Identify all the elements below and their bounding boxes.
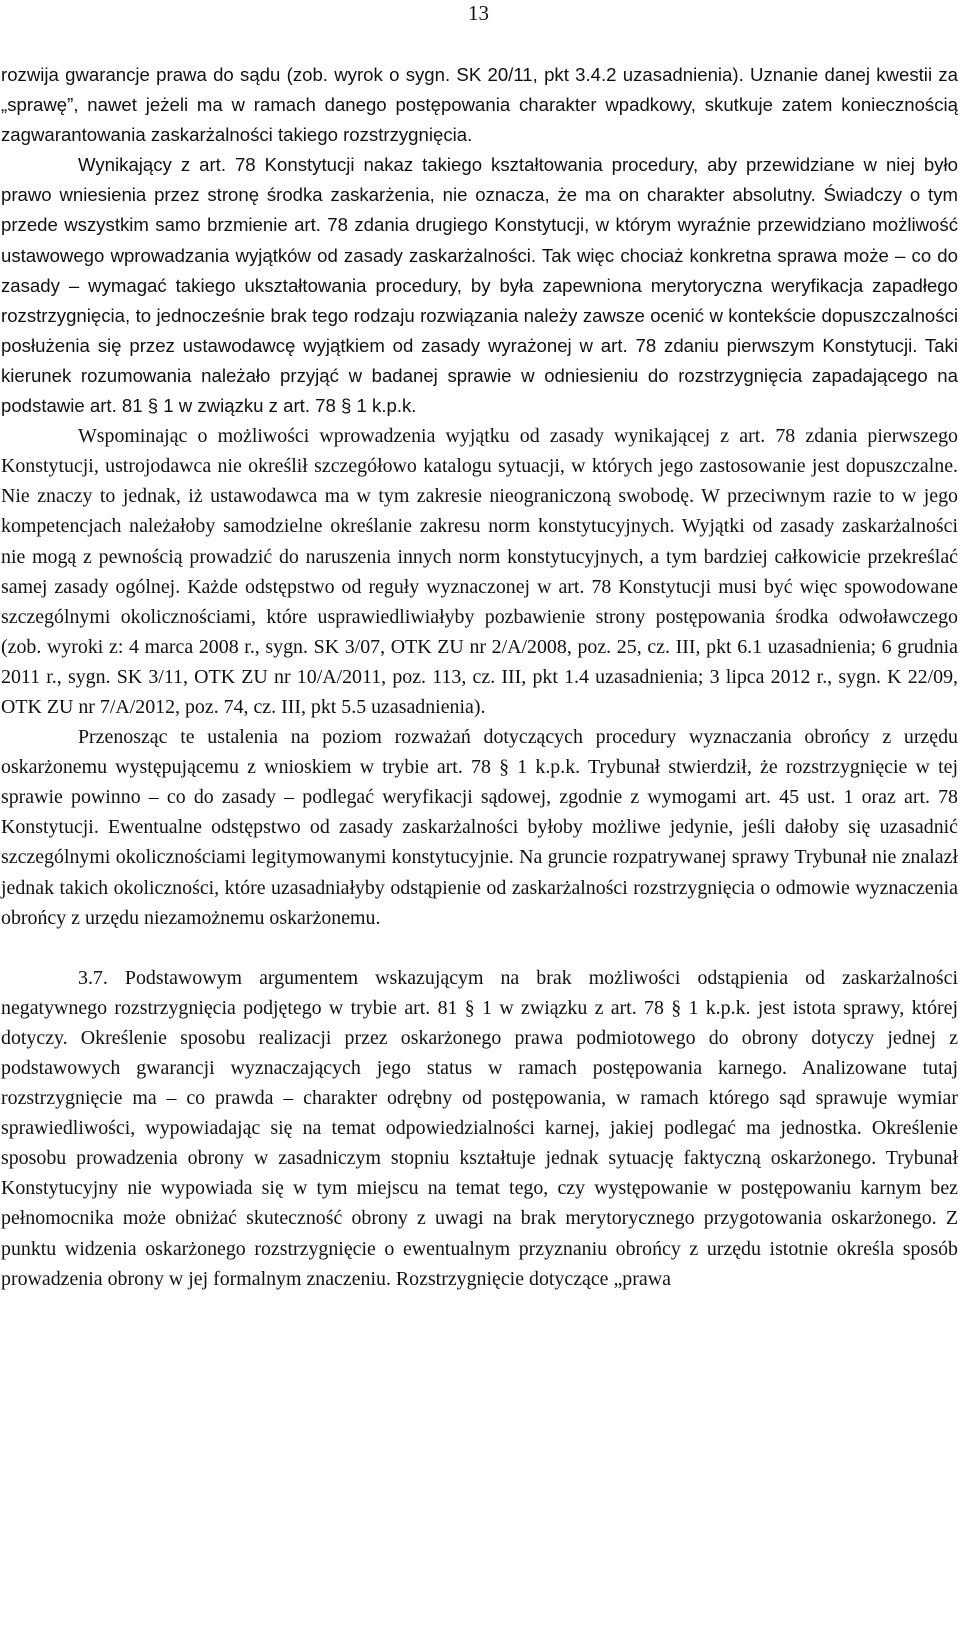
paragraph-art78-exceptions: Wynikający z art. 78 Konstytucji nakaz takiego kształtowania procedury, aby przewidziane w niej było prawo wniesienia przez stronę środka zaskarżenia, nie oznacza, że ma on charakter absolutny. Świadczy o tym przede wszystkim samo brzmienie art. 78 zdania drugiego Konstytucji, w którym wyraźnie przewidziano możliwość ustawowego wprowadzania wyjątków od zasady zaskarżalności. Tak więc chociaż konkretna sprawa może – co do zasady – wymagać takiego ukształtowania procedury, by była zapewniona merytoryczna weryfikacja zapadłego rozstrzygnięcia, to jednocześnie brak tego rodzaju rozwiązania należy zawsze ocenić w kontekście dopuszczalności posłużenia się przez ustawodawcę wyjątkiem od zasady wyrażonej w art. 78 zdaniu pierwszym Konstytucji. Taki kierunek rozumowania należało przyjąć w badanej sprawie w odniesieniu do rozstrzygnięcia zapadającego na podstawie art. 81 § 1 w związku z art. 78 § 1 k.p.k. (1, 154, 958, 417)
paragraph-defender-appointment: Przenosząc te ustalenia na poziom rozważań dotyczących procedury wyznaczania obrońcy z urzędu oskarżonemu występującemu z wnioskiem w trybie art. 78 § 1 k.p.k. Trybunał stwierdził, że rozstrzygnięcie w tej sprawie powinno – co do zasady – podlegać weryfikacji sądowej, zgodnie z wymogami art. 45 ust. 1 oraz art. 78 Konstytucji. Ewentualne odstępstwo od zasady zaskarżalności byłoby możliwe jedynie, jeśli dałoby się uzasadnić szczególnymi okolicznościami legitymowanymi konstytucyjnie. Na gruncie rozpatrywanej sprawy Trybunał nie znalazł jednak takich okoliczności, które uzasadniałyby odstąpienie od zaskarżalności rozstrzygnięcia o odmowie wyznaczenia obrońcy z urzędu niezamożnemu oskarżonemu. (1, 726, 958, 929)
paragraph-section-3-7: 3.7. Podstawowym argumentem wskazującym na brak możliwości odstąpienia od zaskarżalności negatywnego rozstrzygnięcia podjętego w trybie art. 81 § 1 w związku z art. 78 § 1 k.p.k. jest istota sprawy, której dotyczy. Określenie sposobu realizacji przez oskarżonego prawa podmiotowego do obrony dotyczy jednej z podstawowych gwarancji wyznaczających jego status w ramach postępowania karnego. Analizowane tutaj rozstrzygnięcie ma – co prawda – charakter odrębny od postępowania, w ramach którego sąd sprawuje wymiar sprawiedliwości, wypowiadając się na temat odpowiedzialności karnej, jakiej podlegać ma jednostka. Określenie sposobu prowadzenia obrony w zasadniczym stopniu kształtuje jednak sytuację faktyczną oskarżonego. Trybunał Konstytucyjny nie wypowiada się w tym miejscu na temat tego, czy występowanie w postępowaniu karnym bez pełnomocnika może obniżać skuteczność obrony z uwagi na brak merytorycznego przygotowania oskarżonego. Z punktu widzenia oskarżonego rozstrzygnięcie o ewentualnym przyznaniu obrońcy z urzędu istotnie określa sposób prowadzenia obrony w jej formalnym znaczeniu. Rozstrzygnięcie dotyczące „prawa (1, 966, 958, 1290)
page-number: 13 (468, 1, 489, 25)
paragraph-continuation: rozwija gwarancje prawa do sądu (zob. wyrok o sygn. SK 20/11, pkt 3.4.2 uzasadnienia). Uznanie danej kwestii za „sprawę”, nawet jeżeli ma w ramach danego postępowania charakter wpadkowy, skutkuje zatem koniecznością zagwarantowania zaskarżalności takiego rozstrzygnięcia. (1, 64, 958, 146)
document-body (1, 60, 958, 1294)
paragraph-exception-limits: Wspominając o możliwości wprowadzenia wyjątku od zasady wynikającej z art. 78 zdania pierwszego Konstytucji, ustrojodawca nie określił szczegółowo katalogu sytuacji, w których jego zastosowanie jest dopuszczalne. Nie znaczy to jednak, iż ustawodawca ma w tym zakresie nieograniczoną swobodę. W przeciwnym razie to w jego kompetencjach należałoby samodzielne określanie zakresu norm konstytucyjnych. Wyjątki od zasady zaskarżalności nie mogą z pewnością prowadzić do naruszenia innych norm konstytucyjnych, a tym bardziej całkowicie przekreślać samej zasady ogólnej. Każde odstępstwo od reguły wyznaczonej w art. 78 Konstytucji musi być więc spowodowane szczególnymi okolicznościami, które usprawiedliwiałyby pozbawienie strony postępowania środka odwoławczego (zob. wyroki z: 4 marca 2008 r., sygn. SK 3/07, OTK ZU nr 2/A/2008, poz. 25, cz. III, pkt 6.1 uzasadnienia; 6 grudnia 2011 r., sygn. SK 3/11, OTK ZU nr 10/A/2011, poz. 113, cz. III, pkt 1.4 uzasadnienia; 3 lipca 2012 r., sygn. K 22/09, OTK ZU nr 7/A/2012, poz. 74, cz. III, pkt 5.5 uzasadnienia). (1, 425, 958, 718)
